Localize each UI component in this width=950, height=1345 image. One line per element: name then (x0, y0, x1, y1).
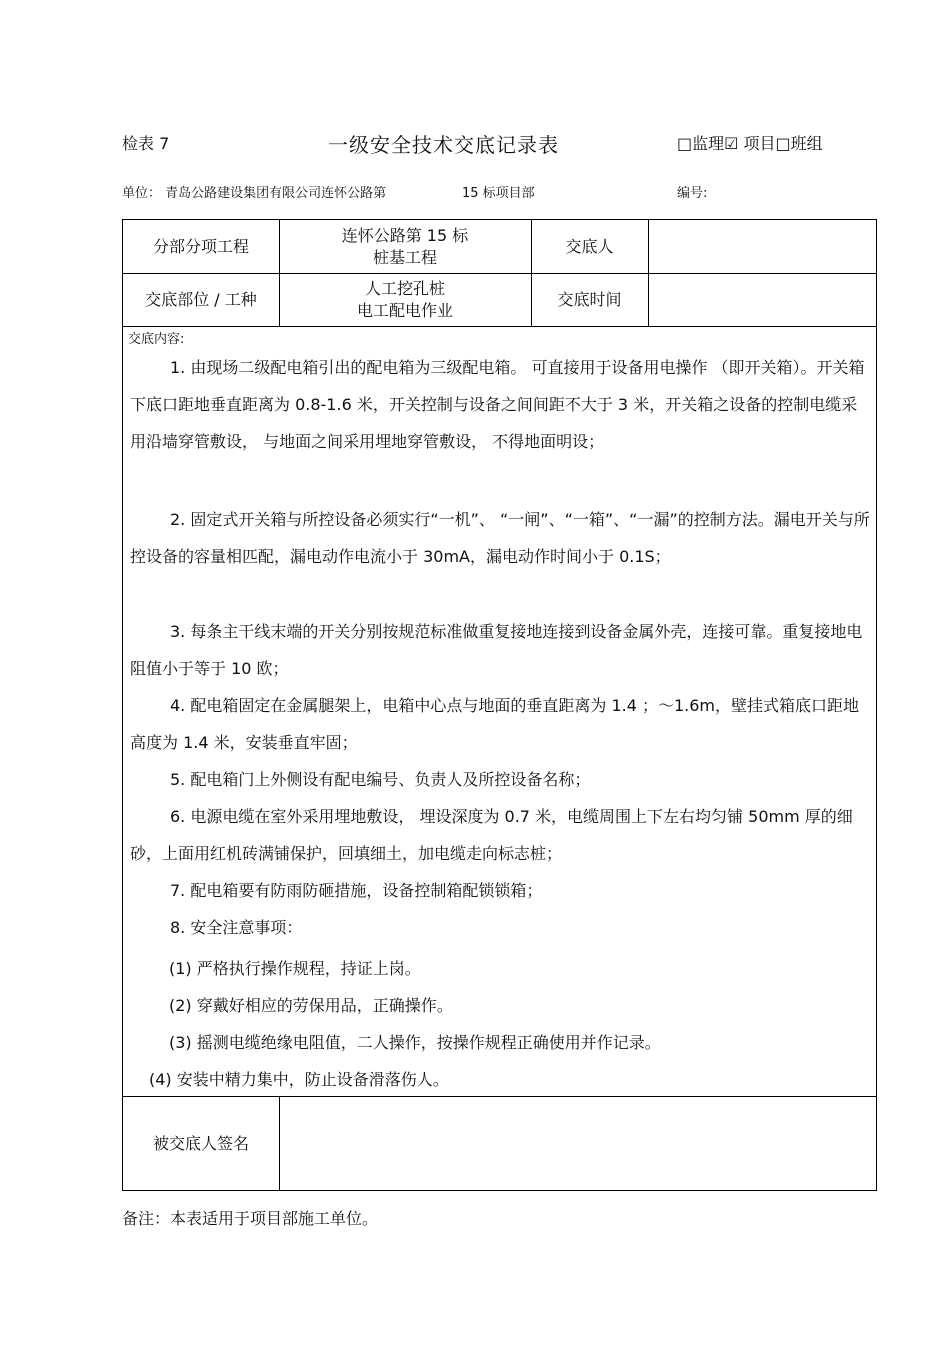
content-paragraph: 5. 配电箱门上外侧设有配电编号、负责人及所控设备名称； (170, 770, 591, 789)
content-paragraph: 8. 安全注意事项： (170, 918, 303, 937)
location-trade-value-line1: 人工挖孔桩 (364, 278, 445, 298)
safety-item: (3) 摇测电缆绝缘电阻值，二人操作，按操作规程正确使用并作记录。 (169, 1033, 661, 1052)
content-label: 交底内容: (128, 332, 185, 347)
content-paragraph: 7. 配电箱要有防雨防砸措施，设备控制箱配锁锁箱； (170, 881, 543, 900)
footer-note: 备注：本表适用于项目部施工单位。 (122, 1209, 379, 1228)
disclosure-time-label: 交底时间 (557, 289, 622, 309)
location-trade-value-line2: 电工配电作业 (356, 300, 453, 320)
form-number: 检表 7 (122, 134, 170, 153)
row-divider (123, 326, 876, 327)
signature-label: 被交底人签名 (152, 1133, 249, 1153)
safety-item: (4) 安装中精力集中，防止设备滑落伤人。 (149, 1070, 449, 1089)
content-paragraph: 1. 由现场二级配电箱引出的配电箱为三级配电箱。 可直接用于设备用电操作 （即开关箱）。开关箱下底口距地垂直距离为 0.8-1.6 米，开关控制与设备之间间距不大于 3 米，开关箱之设备的控制电缆采用沿墙穿管敷设， 与地面之间采用埋地穿管敷设， 不得地面明设； (130, 358, 865, 451)
content-paragraph: 4. 配电箱固定在金属腿架上，电箱中心点与地面的垂直距离为 1.4 ；～1.6m，壁挂式箱底口距地高度为 1.4 米，安装垂直牢固； (130, 696, 860, 752)
disclosure-time-value[interactable] (648, 273, 876, 326)
subproject-label: 分部分项工程 (152, 236, 249, 256)
signature-field[interactable] (279, 1096, 876, 1191)
subproject-value-line1: 连怀公路第 15 标 (341, 225, 469, 245)
content-paragraph: 3. 每条主干线末端的开关分别按规范标准做重复接地连接到设备金属外壳，连接可靠。重复接地电阻值小于等于 10 欧； (130, 622, 863, 678)
unit-label: 单位： 青岛公路建设集团有限公司连怀公路第 (122, 186, 387, 201)
content-paragraph: 6. 电源电缆在室外采用埋地敷设， 埋设深度为 0.7 米，电缆周围上下左右均匀铺 50mm 厚的细砂，上面用红机砖满铺保护，回填细土，加电缆走向标志桩； (130, 807, 853, 863)
level-checkboxes: □监理☑ 项目□班组 (677, 134, 823, 153)
unit-section: 15 标项目部 (462, 186, 535, 201)
disclosure-table (122, 219, 877, 1191)
content-paragraph: 2. 固定式开关箱与所控设备必须实行“一机”、 “一闸”、“一箱”、“一漏”的控制方法。漏电开关与所控设备的容量相匹配，漏电动作电流小于 30mA，漏电动作时间小于 0.1S； (130, 510, 870, 566)
safety-item: (1) 严格执行操作规程，持证上岗。 (169, 959, 421, 978)
page-title: 一级安全技术交底记录表 (328, 133, 559, 157)
discloser-value[interactable] (648, 220, 876, 273)
number-label: 编号: (677, 186, 708, 201)
safety-item: (2) 穿戴好相应的劳保用品，正确操作。 (169, 996, 453, 1015)
location-trade-value (279, 273, 531, 326)
location-trade-label: 交底部位 / 工种 (145, 289, 257, 309)
subproject-value (279, 220, 531, 273)
subproject-value-line2: 桩基工程 (372, 247, 437, 267)
discloser-label: 交底人 (565, 236, 614, 256)
